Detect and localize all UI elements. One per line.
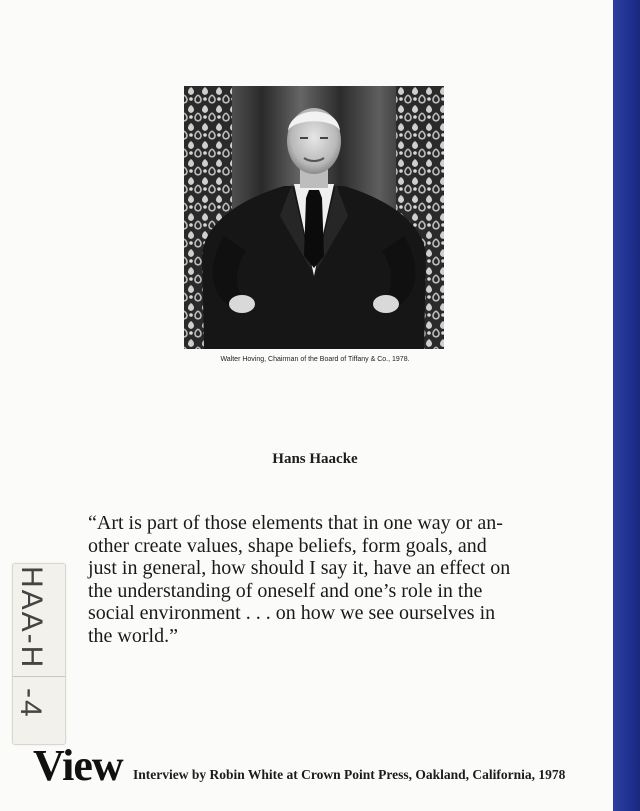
author-name: Hans Haacke	[272, 451, 358, 467]
interview-credit: Interview by Robin White at Crown Point Press, Oakland, California, 1978	[133, 767, 566, 782]
quote-block	[88, 512, 548, 647]
label-divider	[13, 676, 65, 677]
photo-caption: Walter Hoving, Chairman of the Board of Tiffany & Co., 1978.	[220, 356, 410, 363]
quote-line: “Art is part of those elements that in one way or an-	[88, 512, 503, 534]
footer	[33, 740, 608, 790]
quote-line: just in general, how should I say it, have an effect on	[88, 557, 511, 579]
quote-line: the understanding of oneself and one’s role in the	[88, 579, 483, 602]
blue-spine	[613, 0, 640, 811]
portrait-photo	[184, 86, 444, 349]
call-number-part2: -4	[14, 688, 47, 719]
view-logo: View	[33, 741, 123, 790]
quote-line: other create values, shape beliefs, form goals, and	[88, 534, 487, 557]
quote-line: the world.”	[88, 624, 178, 647]
quote-line: social environment . . . on how we see ourselves in	[88, 602, 496, 624]
call-number-part1: HAA-H	[15, 566, 48, 670]
